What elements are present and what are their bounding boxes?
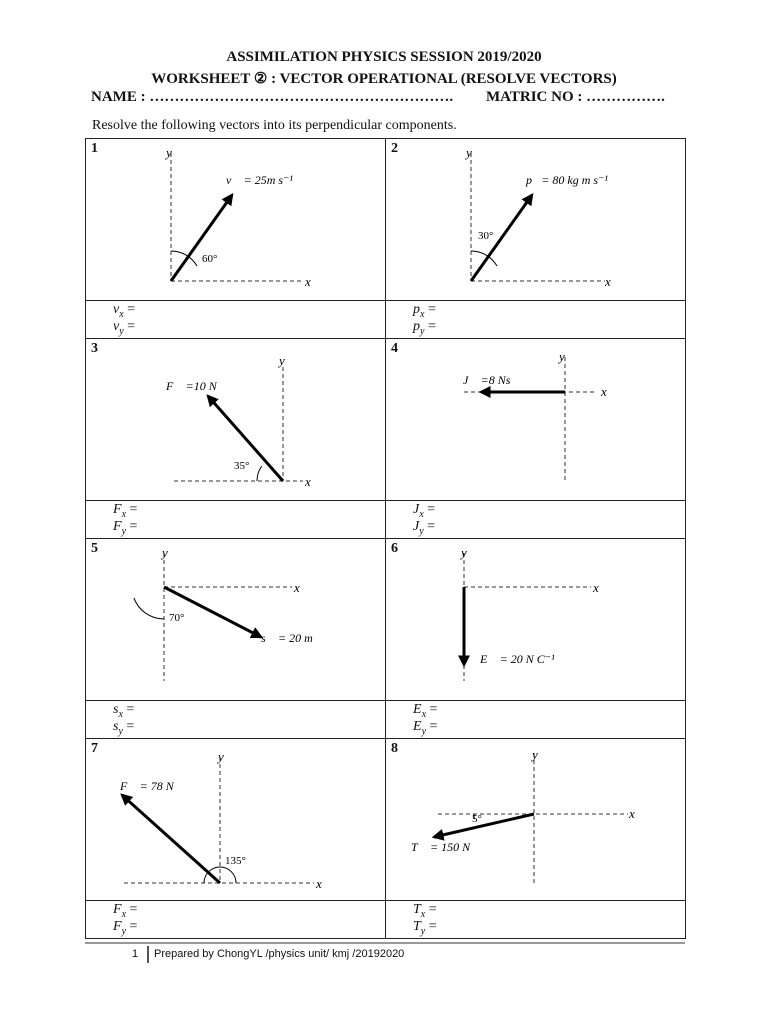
equals-sign: =: [126, 519, 138, 534]
problem-7-diagram-cell: [85, 738, 386, 901]
component-subscript: y: [420, 925, 426, 937]
worksheet-title: WORKSHEET ② : VECTOR OPERATIONAL (RESOLVE VECTORS): [151, 71, 617, 87]
problem-3-diagram-cell: [85, 338, 386, 501]
component-symbol: p: [413, 319, 420, 334]
y-axis-label: y: [279, 353, 285, 368]
angle-label: 70°: [169, 612, 185, 624]
problem-4-answer-cell: [385, 500, 686, 539]
angle-label: 35°: [234, 460, 250, 472]
problem-5-answer-cell: [85, 700, 386, 739]
equals-sign: =: [423, 519, 436, 534]
vector-label: v⃗ = 25m s⁻¹: [226, 173, 294, 187]
vector-diagram: [386, 539, 686, 701]
vector-arrow: [122, 795, 220, 883]
footer-credit: Prepared by ChongYL /physics unit/ kmj /20192020: [154, 948, 405, 960]
vector-diagram: [386, 339, 686, 501]
component-subscript: x: [420, 308, 425, 320]
component-y-answer: [113, 919, 137, 937]
component-subscript: y: [420, 325, 425, 337]
component-subscript: x: [121, 508, 127, 520]
vector-diagram: [86, 539, 386, 701]
problem-8-diagram-cell: [385, 738, 686, 901]
angle-label: 5°: [472, 813, 482, 825]
y-axis-label: y: [466, 145, 472, 160]
component-subscript: x: [420, 908, 426, 920]
problem-2-answer-cell: [385, 300, 686, 339]
page-number: 1: [132, 948, 139, 960]
x-axis-label: x: [305, 474, 311, 489]
vector-label: J⃗ =8 Ns: [463, 373, 511, 387]
equals-sign: =: [126, 902, 138, 917]
equals-sign: =: [425, 902, 437, 917]
x-axis-label: x: [593, 580, 599, 595]
problem-2-diagram-cell: [385, 138, 686, 301]
y-axis-label: y: [218, 749, 224, 764]
component-symbol: T: [413, 919, 421, 934]
component-subscript: y: [121, 525, 127, 537]
y-axis-label: y: [461, 545, 467, 560]
component-symbol: F: [113, 502, 122, 517]
vector-arrow: [171, 195, 232, 281]
x-axis-label: x: [629, 806, 635, 821]
name-field-label: NAME : …………………………………………………….: [91, 89, 454, 105]
equals-sign: =: [123, 302, 136, 317]
y-axis-label: y: [166, 145, 172, 160]
equals-sign: =: [426, 719, 438, 734]
x-axis-label: x: [316, 876, 322, 891]
component-x-answer: [113, 902, 137, 920]
component-subscript: y: [118, 725, 123, 737]
vector-label: E⃗ = 20 N C⁻¹: [480, 652, 555, 666]
equals-sign: =: [425, 919, 437, 934]
component-y-answer: [413, 919, 437, 937]
problem-number: 7: [91, 741, 98, 756]
component-symbol: v: [113, 319, 120, 334]
problem-8-answer-cell: [385, 900, 686, 939]
vector-diagram: [386, 739, 686, 901]
component-subscript: y: [119, 325, 124, 337]
problem-6-diagram-cell: [385, 538, 686, 701]
angle-label: 30°: [478, 230, 494, 242]
equals-sign: =: [426, 702, 438, 717]
component-subscript: x: [121, 908, 127, 920]
problem-number: 8: [391, 741, 398, 756]
problem-1-answer-cell: [85, 300, 386, 339]
problem-number: 3: [91, 341, 98, 356]
problem-number: 4: [391, 341, 398, 356]
problem-number: 6: [391, 541, 398, 556]
component-x-answer: [413, 702, 437, 720]
vector-label: T⃗ = 150 N: [411, 840, 471, 854]
component-y-answer: [113, 719, 134, 737]
problem-5-diagram-cell: [85, 538, 386, 701]
instructions: Resolve the following vectors into its perpendicular components.: [92, 118, 457, 133]
equals-sign: =: [424, 319, 436, 334]
component-subscript: x: [118, 708, 123, 720]
component-y-answer: [113, 519, 137, 537]
vector-diagram: [86, 139, 386, 301]
equals-sign: =: [424, 302, 436, 317]
component-symbol: E: [413, 719, 422, 734]
worksheet-session-title: ASSIMILATION PHYSICS SESSION 2019/2020: [226, 49, 542, 65]
component-x-answer: [413, 302, 436, 320]
component-y-answer: [413, 719, 437, 737]
vector-label: F⃗ =10 N: [166, 379, 217, 393]
equals-sign: =: [423, 502, 436, 517]
component-symbol: T: [413, 902, 421, 917]
component-x-answer: [413, 902, 437, 920]
component-subscript: y: [419, 525, 424, 537]
equals-sign: =: [126, 919, 138, 934]
problem-4-diagram-cell: [385, 338, 686, 501]
angle-label: 60°: [202, 253, 218, 265]
problem-1-diagram-cell: [85, 138, 386, 301]
problem-7-answer-cell: [85, 900, 386, 939]
x-axis-label: x: [605, 274, 611, 289]
component-subscript: y: [421, 725, 427, 737]
vector-label: s⃗ = 20 m: [261, 631, 313, 645]
y-axis-label: y: [162, 545, 168, 560]
page-footer: [85, 942, 685, 960]
component-x-answer: [113, 502, 137, 520]
component-subscript: x: [419, 508, 424, 520]
angle-arc: [134, 598, 164, 619]
equals-sign: =: [123, 319, 136, 334]
footer-divider: [147, 946, 149, 963]
component-subscript: x: [421, 708, 427, 720]
x-axis-label: x: [601, 384, 607, 399]
y-axis-label: y: [532, 747, 538, 762]
problem-number: 2: [391, 141, 398, 156]
component-symbol: F: [113, 919, 122, 934]
student-info-row: [91, 89, 691, 106]
equals-sign: =: [122, 702, 135, 717]
problem-6-answer-cell: [385, 700, 686, 739]
component-symbol: p: [413, 302, 420, 317]
component-symbol: E: [413, 702, 422, 717]
vector-diagram: [86, 339, 386, 501]
angle-arc: [257, 466, 262, 481]
component-symbol: J: [413, 502, 420, 517]
component-symbol: s: [113, 702, 119, 717]
equals-sign: =: [122, 719, 135, 734]
equals-sign: =: [126, 502, 138, 517]
vector-diagram: [386, 139, 686, 301]
component-x-answer: [113, 702, 134, 720]
vector-label: F⃗ = 78 N: [120, 779, 174, 793]
problem-number: 5: [91, 541, 98, 556]
problem-number: 1: [91, 141, 98, 156]
vector-arrow: [434, 814, 534, 837]
component-subscript: x: [119, 308, 124, 320]
component-y-answer: [413, 319, 436, 337]
vector-label: p⃗= 80 kg m s⁻¹: [526, 173, 609, 187]
matric-field-label: MATRIC NO : …………….: [486, 89, 665, 105]
component-symbol: F: [113, 519, 122, 534]
component-y-answer: [113, 319, 135, 337]
problem-3-answer-cell: [85, 500, 386, 539]
x-axis-label: x: [305, 274, 311, 289]
component-y-answer: [413, 519, 435, 537]
vector-diagram: [86, 739, 386, 901]
component-symbol: F: [113, 902, 122, 917]
component-subscript: y: [121, 925, 127, 937]
component-x-answer: [113, 302, 135, 320]
angle-label: 135°: [225, 855, 246, 867]
component-symbol: J: [413, 519, 420, 534]
component-symbol: s: [113, 719, 119, 734]
component-symbol: v: [113, 302, 120, 317]
x-axis-label: x: [294, 580, 300, 595]
component-x-answer: [413, 502, 435, 520]
y-axis-label: y: [559, 349, 565, 364]
problem-grid: [85, 138, 685, 939]
